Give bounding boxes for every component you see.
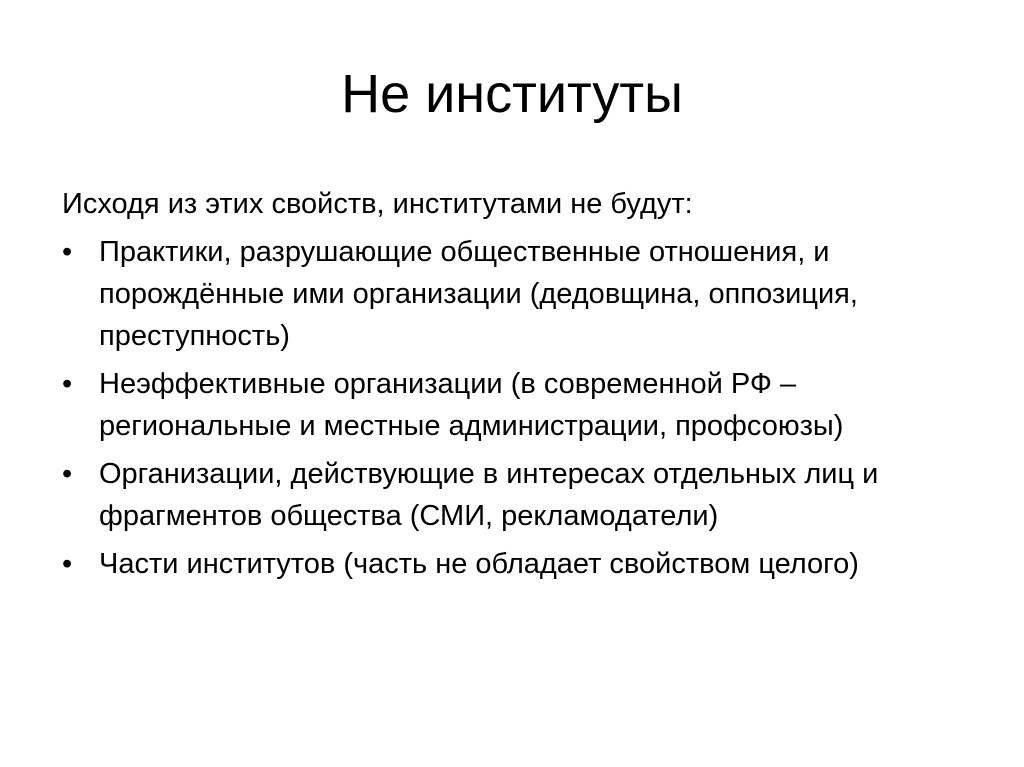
bullet-item: [62, 363, 962, 447]
bullet-item: [62, 453, 962, 537]
bullet-icon: •: [62, 458, 73, 490]
slide-content: [62, 183, 962, 591]
bullet-icon: •: [62, 236, 73, 268]
intro-text: Исходя из этих свойств, институтами не будут:: [62, 188, 693, 220]
bullet-text: Организации, действующие в интересах отдельных лиц и фрагментов общества (СМИ, рекламодатели): [99, 458, 879, 532]
bullet-item: [62, 543, 962, 585]
bullet-icon: •: [62, 368, 73, 400]
bullet-item: [62, 231, 962, 357]
bullet-text: Неэффективные организации (в современной РФ – региональные и местные администрации, профсоюзы): [99, 368, 844, 442]
slide-title: Не институты: [341, 64, 683, 124]
bullet-icon: •: [62, 548, 73, 580]
bullet-text: Части институтов (часть не обладает свойством целого): [99, 548, 859, 580]
bullet-text: Практики, разрушающие общественные отношения, и порождённые ими организации (дедовщина, оппозиция, преступность): [99, 236, 858, 352]
bullet-list: [62, 231, 962, 585]
